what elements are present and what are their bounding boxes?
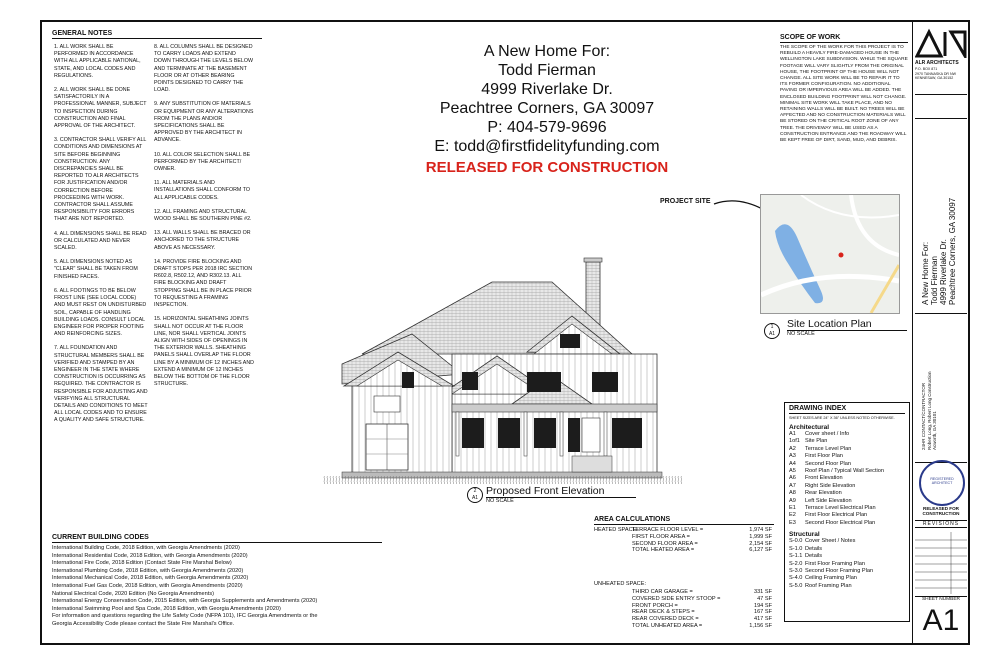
sheet-code: S-4.0 xyxy=(789,575,803,582)
area-label: COVERED SIDE ENTRY STOOP = xyxy=(632,595,721,602)
sheet-name: Roof Plan / Typical Wall Section xyxy=(805,468,884,475)
firm-name: ALR ARCHITECTS xyxy=(915,60,959,66)
sheet-code: A7 xyxy=(789,482,796,489)
site-plan-title-block xyxy=(787,318,907,337)
contractor-vertical-block xyxy=(915,322,967,463)
building-codes xyxy=(52,534,382,629)
building-codes-title: CURRENT BUILDING CODES xyxy=(52,534,382,543)
building-code-line: For information and questions regarding the Life Safety Code (NFPA 101), IFC Georgia Amendments or the xyxy=(52,613,318,620)
site-sheet-ref: A1 xyxy=(768,331,776,337)
drawing-index-row xyxy=(789,583,905,590)
area-label: SECOND FLOOR AREA = xyxy=(632,540,698,547)
sheet-code: S-2.0 xyxy=(789,560,803,567)
sheet-name: Cover Sheet / Notes xyxy=(805,538,856,545)
drawing-index-row xyxy=(789,561,905,568)
drawing-index-note: SHEET SIZES ARE 24" X 36" UNLESS NOTED OTHERWISE. xyxy=(789,416,895,420)
drawing-sheet xyxy=(40,20,970,645)
area-value: 1,974 SF xyxy=(749,527,772,533)
architect-stamp xyxy=(919,460,965,506)
general-note-item: 10. ALL COLOR SELECTION SHALL BE PERFORMED BY THE ARCHITECT/ OWNER. xyxy=(154,151,251,173)
front-elevation-drawing xyxy=(302,254,692,486)
area-value: 167 SF xyxy=(753,609,772,616)
sheet-number: A1 xyxy=(922,604,960,637)
sheet-name: Rear Elevation xyxy=(805,490,842,497)
area-row xyxy=(632,527,772,534)
general-notes-column-2 xyxy=(154,44,254,395)
area-value: 6,127 SF xyxy=(749,547,772,554)
sheet-code: S-1.0 xyxy=(789,545,803,552)
drawing-index-row xyxy=(789,505,905,512)
sheet-name: Terrace Level Electrical Plan xyxy=(805,505,876,512)
sheet-code: A1 xyxy=(789,431,796,437)
sheet-name: Ceiling Framing Plan xyxy=(805,575,857,582)
sheet-code: E2 xyxy=(789,512,796,519)
sheet-name: Left Side Elevation xyxy=(805,497,852,504)
sheet-name: Site Plan xyxy=(805,438,828,445)
structural-heading: Structural xyxy=(789,531,820,539)
area-label: TERRACE FLOOR LEVEL = xyxy=(632,527,704,533)
general-note-item: 13. ALL WALLS SHALL BE BRACED OR ANCHORED TO THE STRUCTURE ABOVE AS NECESSARY. xyxy=(154,230,251,251)
general-note-item: 2. ALL WORK SHALL BE DONE SATISFACTORILY IN A PROFESSIONAL MANNER, SUBJECT TO INSPECTION DURING CONSTRUCTION AND FINAL APPROVAL OF THE ARCHITECT. xyxy=(54,87,147,130)
area-calculations xyxy=(594,516,774,651)
sheet-code: A4 xyxy=(789,460,796,467)
project-email: E: todd@firstfidelityfunding.com xyxy=(434,138,660,155)
general-note-item: 4. ALL DIMENSIONS SHALL BE READ OR CALCULATED AND NEVER SCALED. xyxy=(54,230,147,252)
building-code-line: International Energy Conservation Code, 2015 Edition, with Georgia Supplements and Amendments (2020) xyxy=(52,598,318,605)
project-vertical-line: Todd Fierman xyxy=(930,256,939,305)
sheet-code: S-5.0 xyxy=(789,582,803,589)
area-label: TOTAL HEATED AREA = xyxy=(632,547,695,554)
scope-text: THE SCOPE OF THE WORK FOR THIS PROJECT IS TO REBUILD A HEAVILY FIRE-DAMAGED HOUSE IN THE WELLINGTON LAKE SUBDIVISION. WHILE THE SQUARE FOOTAGE WILL VARY SLIGHTLY FROM THE ORIGINAL HOUSE, THE FOOTPRINT OF THE HOUSE WILL NOT CHANGE. ALL SITE WORK WILL BE TO REPAIR IT TO ITS FORMER CONFIGURATION. NO ADDITIONAL PAVING OR IMPERVIOUS AREA WILL BE ADDED. THE ENCLOSED BUILDING FOOTPRINT WILL NOT CHANGE. MINIMAL SITE WORK WILL TAKE PLACE, AND NO RETAINING WALLS WILL BE BUILT. NO TREES WILL BE AFFECTED AND NO CONSTRUCTION MATERIALS WILL BE STORED ON THE CRITICAL ROOT ZONE OF ANY TREE. THE DRIVEWAY WILL BE USED AS A CONSTRUCTION ENTRANCE AND THE ROADWAY WILL BE KEPT FREE OF DIRT, SAND, MUD, AND DEBRIS. xyxy=(780,45,908,144)
site-detail-tag xyxy=(764,323,780,339)
revisions-lines xyxy=(915,532,967,594)
drawing-index-row xyxy=(789,431,905,438)
sheet-name: Second Floor Framing Plan xyxy=(805,567,874,574)
drawing-index-row xyxy=(789,512,905,519)
area-value: 47 SF xyxy=(757,595,772,602)
area-value: 1,999 SF xyxy=(749,533,772,540)
general-note-item: 15. HORIZONTAL SHEATHING JOINTS SHALL NOT OCCUR AT THE FLOOR LINE, NOR SHALL VERTICAL JOINTS ALIGN WITH SIDES OF OPENINGS IN THE EXTERIOR WALLS. SHEATHING PANELS SHALL OVERLAP THE FLOOR LINE BY A MINIMUM OF 12 INCHES AND EXTEND A MINIMUM OF 12 INCHES BELOW THE BOTTOM OF THE FLOOR STRUCTURE. xyxy=(154,316,254,388)
project-header xyxy=(402,42,692,176)
sheet-name: Details xyxy=(805,553,823,560)
area-row xyxy=(632,603,772,610)
general-note-item: 8. ALL COLUMNS SHALL BE DESIGNED TO CARRY LOADS AND EXTEND DOWN THROUGH THE LEVELS BELOW AND TERMINATE AT THE BASEMENT FLOOR OR AT OTHER BEARING POINTS DESIGNED TO CARRY THE LOAD. xyxy=(154,44,253,94)
building-code-line: International Residential Code, 2018 Edition, with Georgia Amendments (2020) xyxy=(52,552,248,559)
firm-address-line: 2970 TANNASKA DR NW xyxy=(915,71,957,76)
drawing-index-row xyxy=(789,520,905,527)
general-notes xyxy=(52,30,262,39)
drawing-index-title: DRAWING INDEX xyxy=(789,405,905,414)
drawing-index-row xyxy=(789,438,905,445)
site-detail-number: 1 xyxy=(770,324,774,330)
building-code-line: International Fire Code, 2018 Edition (Contact State Fire Marshal Below) xyxy=(52,560,232,567)
area-label: REAR COVERED DECK = xyxy=(632,616,699,623)
map-graphic xyxy=(761,195,899,313)
building-code-line: International Plumbing Code, 2018 Edition, with Georgia Amendments (2020) xyxy=(52,567,244,574)
project-vertical-line: A New Home For: xyxy=(921,241,930,305)
sheet-code: A9 xyxy=(789,497,796,504)
area-row xyxy=(632,541,772,548)
drawing-index-row xyxy=(789,468,905,475)
drawing-index-row xyxy=(789,483,905,490)
project-line-1: A New Home For: xyxy=(483,43,611,60)
sheet-number-label: SHEET NUMBER xyxy=(915,596,967,602)
project-address: 4999 Riverlake Dr. xyxy=(481,81,613,98)
project-vertical-block xyxy=(915,118,967,314)
area-label: REAR DECK & STEPS = xyxy=(632,609,695,616)
project-vertical-line: 4999 Riverlake Dr. xyxy=(939,239,948,305)
sheet-name: Terrace Level Plan xyxy=(805,445,852,452)
area-label: FIRST FLOOR AREA = xyxy=(632,533,690,540)
area-label: TOTAL UNHEATED AREA = xyxy=(632,622,703,629)
contractor-vertical-line: Robert Long, Robert Long Construction xyxy=(926,371,932,450)
drawing-index xyxy=(784,402,910,622)
elevation-title: Proposed Front Elevation xyxy=(486,485,636,498)
drawing-index-row xyxy=(789,461,905,468)
general-note-item: 7. ALL FOUNDATION AND STRUCTURAL MEMBERS SHALL BE VERIFIED AND STAMPED BY AN ENGINEER IN THE STATE WHERE CONSTRUCTION IS OCCURRING AS REQUIRED. THE CONTRACTOR IS RESPONSIBLE FOR ADJUSTING AND VERIFYING ALL STRUCTURAL DETAILS AND CONDITIONS TO MEET ALL LOCAL CODES AND TO ENSURE A QUALITY AND SAFE STRUCTURE. xyxy=(54,345,148,424)
area-row xyxy=(632,596,772,603)
area-row xyxy=(632,609,772,616)
sheet-name: Right Side Elevation xyxy=(805,482,856,489)
sheet-name: Front Elevation xyxy=(805,475,843,482)
unheated-label: UNHEATED SPACE: xyxy=(594,581,647,587)
contractor-vertical-line: 24HR CONTACT/CONTRACTOR xyxy=(921,382,926,450)
sheet-name: First Floor Electrical Plan xyxy=(805,512,868,519)
project-site-label: PROJECT SITE xyxy=(660,198,711,205)
general-note-item: 3. CONTRACTOR SHALL VERIFY ALL CONDITIONS AND DIMENSIONS AT SITE BEFORE BEGINNING CONSTRUCTION. ANY DISCREPANCIES SHALL BE REPORTED TO ALR ARCHITECTS FOR JUSTIFICATION AND/OR CORRECTION BEFORE PROCEEDING WITH WORK. CONTRACTOR SHALL ASSUME RESPONSIBILITY FOR ERRORS THAT ARE NOT REPORTED. xyxy=(54,137,147,223)
drawing-index-row xyxy=(789,568,905,575)
sheet-code: A6 xyxy=(789,475,796,482)
house-elevation-svg xyxy=(302,254,692,486)
area-row xyxy=(632,616,772,623)
area-value: 1,156 SF xyxy=(749,622,772,629)
elevation-scale: NO SCALE xyxy=(486,498,514,504)
project-city: Peachtree Corners, GA 30097 xyxy=(439,100,655,117)
drawing-index-row xyxy=(789,575,905,582)
building-code-line: National Electrical Code, 2020 Edition (No Georgia Amendments) xyxy=(52,590,214,597)
general-note-item: 9. ANY SUBSTITUTION OF MATERIALS OR EQUIPMENT OR ANY ALTERATIONS FROM THE PLANS AND/OR SPECIFICATIONS SHALL BE APPROVED BY THE ARCHITECT IN ADVANCE. xyxy=(154,101,254,144)
area-label: THIRD CAR GARAGE = xyxy=(632,589,693,595)
drawing-index-row xyxy=(789,490,905,497)
general-note-item: 11. ALL MATERIALS AND INSTALLATIONS SHALL CONFORM TO ALL APPLICABLE CODES. xyxy=(154,180,250,201)
project-phone: P: 404-579-9696 xyxy=(487,119,607,136)
contractor-vertical-line: Acworth, GA 30101 xyxy=(932,411,937,450)
building-code-line: International Mechanical Code, 2018 Edition, with Georgia Amendments (2020) xyxy=(52,575,249,582)
released-note: RELEASED FOR CONSTRUCTION xyxy=(922,506,960,516)
client-name: Todd Fierman xyxy=(498,62,596,79)
building-code-line: International Building Code, 2018 Edition, with Georgia Amendments (2020) xyxy=(52,545,240,551)
sheet-code: A2 xyxy=(789,445,796,452)
drawing-index-row xyxy=(789,446,905,453)
elevation-callout xyxy=(467,486,483,504)
drawing-index-row xyxy=(789,475,905,482)
sheet-code: S-3.0 xyxy=(789,567,803,574)
sheet-name: First Floor Plan xyxy=(805,453,843,460)
area-value: 331 SF xyxy=(753,589,772,595)
area-title: AREA CALCULATIONS xyxy=(594,516,774,525)
general-note-item: 12. ALL FRAMING AND STRUCTURAL WOOD SHALL BE SOUTHERN PINE #2. xyxy=(154,208,252,223)
firm-address-line: P.O. BOX 871 xyxy=(915,67,938,71)
area-row xyxy=(632,547,772,554)
site-plan-scale: NO SCALE xyxy=(787,331,815,337)
building-code-line: International Swimming Pool and Spa Code, 2018 Edition, with Georgia Amendments (2020) xyxy=(52,605,281,612)
sheet-code: S-0.0 xyxy=(789,538,803,545)
stamp-text: REGISTERED ARCHITECT xyxy=(930,477,954,485)
area-row xyxy=(632,589,772,596)
elevation-detail-tag xyxy=(467,487,483,503)
sheet-code: A3 xyxy=(789,453,796,460)
sheet-code: E1 xyxy=(789,505,796,512)
sheet-name: Second Floor Plan xyxy=(805,460,852,467)
sheet-code: 1of1 xyxy=(789,438,800,445)
sheet-name: First Floor Framing Plan xyxy=(805,560,865,567)
scope-title: SCOPE OF WORK xyxy=(780,34,908,43)
area-row xyxy=(632,623,772,630)
revisions-header: REVISIONS xyxy=(915,520,967,528)
drawing-index-row xyxy=(789,538,905,545)
heated-label: HEATED SPACE: xyxy=(594,527,638,533)
drawing-index-row xyxy=(789,498,905,505)
area-value: 2,154 SF xyxy=(749,540,772,547)
site-plan-callout xyxy=(764,322,780,340)
sheet-code: A5 xyxy=(789,468,796,475)
drawing-index-row xyxy=(789,546,905,553)
project-vertical-line: Peachtree Corners, GA 30097 xyxy=(948,197,957,305)
general-note-item: 5. ALL DIMENSIONS NOTED AS "CLEAR" SHALL BE TAKEN FROM FINISHED FACES. xyxy=(54,259,138,280)
general-notes-title: GENERAL NOTES xyxy=(52,30,262,39)
elevation-detail-number: 2 xyxy=(473,488,477,494)
site-plan-title: Site Location Plan xyxy=(787,318,907,331)
general-note-item: 6. ALL FOOTINGS TO BE BELOW FROST LINE (SEE LOCAL CODE) AND MUST REST ON UNDISTURBED SOIL, CAPABLE OF HANDLING BUILDING LOADS. CONSULT LOCAL ENGINEER FOR PROPER FOOTING AND REINFORCING SIZES. xyxy=(54,287,147,338)
sheet-code: S-1.1 xyxy=(789,553,803,560)
elevation-title-block xyxy=(486,485,636,504)
scope-of-work xyxy=(780,34,908,144)
elevation-sheet-ref: A1 xyxy=(471,495,479,501)
general-notes-column-1 xyxy=(54,44,148,432)
release-status: RELEASED FOR CONSTRUCTION xyxy=(425,159,669,176)
sheet-name: Cover sheet / Info xyxy=(805,431,850,437)
drawing-index-row xyxy=(789,453,905,460)
site-location-map xyxy=(760,194,900,314)
architectural-heading: Architectural xyxy=(789,424,830,431)
drawing-index-row xyxy=(789,553,905,560)
firm-address-line: KENNESAW, GA 30152 xyxy=(915,76,954,81)
firm-logo xyxy=(915,26,967,58)
area-value: 417 SF xyxy=(753,616,772,623)
general-note-item: 14. PROVIDE FIRE BLOCKING AND DRAFT STOPS PER 2018 IRC SECTION R602.8, R502.12, AND R302.13. ALL FIRE BLOCKING AND DRAFT STOPPING SHALL BE IN PLACE PRIOR TO REQUESTING A FRAMING INSPECTION. xyxy=(154,258,253,309)
area-value: 194 SF xyxy=(753,602,772,609)
area-row xyxy=(632,534,772,541)
title-block xyxy=(912,22,969,643)
sheet-code: E3 xyxy=(789,519,796,526)
building-code-line: International Fuel Gas Code, 2018 Edition, with Georgia Amendments (2020) xyxy=(52,582,243,589)
sheet-name: Roof Framing Plan xyxy=(805,582,852,589)
revisions-table xyxy=(915,532,967,594)
building-code-line: Georgia Accessibility Code please contact the State Fire Marshal's Office. xyxy=(52,620,235,627)
sheet-name: Second Floor Electrical Plan xyxy=(805,519,876,526)
sheet-name: Details xyxy=(805,545,823,552)
general-note-item: 1. ALL WORK SHALL BE PERFORMED IN ACCORDANCE WITH ALL APPLICABLE NATIONAL, STATE, AND LOCAL CODES AND REGULATIONS. xyxy=(54,44,141,79)
sheet-code: A8 xyxy=(789,490,796,497)
area-label: FRONT PORCH = xyxy=(632,602,678,609)
